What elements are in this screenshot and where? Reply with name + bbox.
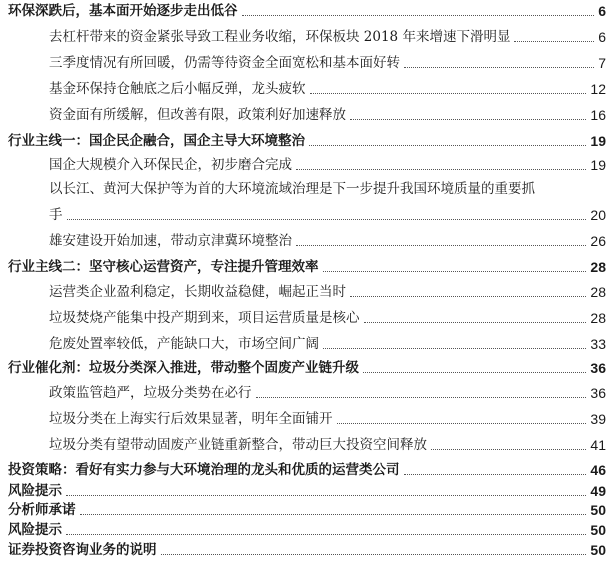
toc-entry-title: 行业催化剂：垃圾分类深入推进，带动整个固废产业链升级 <box>8 360 359 376</box>
toc-entry-title-line1[interactable]: 以长江、黄河大保护等为首的大环境流域治理是下一步提升我国环境质量的重要抓 <box>49 181 535 197</box>
toc-entry[interactable] <box>0 106 616 124</box>
toc-leader-dots <box>364 322 587 323</box>
toc-leader-dots <box>256 397 587 398</box>
toc-entry-page: 12 <box>590 81 606 97</box>
toc-leader-dots <box>309 145 586 146</box>
toc-leader-dots <box>66 495 586 496</box>
toc-entry-title: 雄安建设开始加速，带动京津冀环境整治 <box>49 233 292 249</box>
toc-entry[interactable] <box>0 309 616 327</box>
toc-entry-page: 16 <box>590 107 606 123</box>
toc-entry[interactable] <box>0 335 616 353</box>
toc-entry-page: 19 <box>590 133 606 149</box>
toc-entry[interactable] <box>0 384 616 402</box>
toc-entry[interactable] <box>0 206 616 224</box>
toc-entry-title: 证券投资咨询业务的说明 <box>8 542 157 558</box>
toc-entry[interactable] <box>0 410 616 428</box>
toc-entry-page: 41 <box>590 437 606 453</box>
toc-entry[interactable] <box>0 359 616 377</box>
toc-entry-page: 6 <box>598 29 606 45</box>
toc-entry-title: 行业主线一：国企民企融合，国企主导大环境整治 <box>8 133 305 149</box>
toc-leader-dots <box>242 15 595 16</box>
toc-entry-page: 6 <box>598 3 606 19</box>
toc-leader-dots <box>514 41 594 42</box>
toc-leader-dots <box>404 474 587 475</box>
toc-entry-title: 去杠杆带来的资金紧张导致工程业务收缩，环保板块 2018 年来增速下滑明显 <box>49 29 511 45</box>
toc-entry-page: 28 <box>590 259 606 275</box>
toc-entry-title: 垃圾分类有望带动固废产业链重新整合，带动巨大投资空间释放 <box>49 437 427 453</box>
toc-entry[interactable] <box>0 501 616 519</box>
toc-entry[interactable] <box>0 541 616 559</box>
toc-entry[interactable] <box>0 258 616 276</box>
toc-entry[interactable] <box>0 482 616 500</box>
toc-entry-title: 行业主线二：坚守核心运营资产，专注提升管理效率 <box>8 259 319 275</box>
toc-entry-title: 环保深跌后，基本面开始逐步走出低谷 <box>8 3 238 19</box>
toc-entry[interactable] <box>0 80 616 98</box>
toc-entry-title: 投资策略：看好有实力参与大环境治理的龙头和优质的运营类公司 <box>8 462 400 478</box>
toc-entry-page: 19 <box>590 157 606 173</box>
toc-entry-page: 33 <box>590 336 606 352</box>
toc-leader-dots <box>323 348 586 349</box>
toc-leader-dots <box>404 67 594 68</box>
toc-entry[interactable] <box>0 54 616 72</box>
toc-leader-dots <box>350 119 586 120</box>
toc-entry-page: 36 <box>590 385 606 401</box>
toc-entry[interactable] <box>0 521 616 539</box>
toc-entry-title: 分析师承诺 <box>8 502 76 518</box>
toc-entry[interactable] <box>0 283 616 301</box>
toc-entry-title: 国企大规模介入环保民企，初步磨合完成 <box>49 157 292 173</box>
toc-leader-dots <box>323 271 587 272</box>
toc-entry[interactable] <box>0 461 616 479</box>
toc-entry-page: 28 <box>590 310 606 326</box>
toc-entry-title: 垃圾分类在上海实行后效果显著，明年全面铺开 <box>49 411 333 427</box>
toc-entry[interactable] <box>0 2 616 20</box>
toc-entry[interactable] <box>0 436 616 454</box>
toc-entry-page: 49 <box>590 483 606 499</box>
toc-entry[interactable] <box>0 28 616 46</box>
toc-entry-page: 26 <box>590 233 606 249</box>
toc-entry[interactable] <box>0 156 616 174</box>
toc-entry-title: 风险提示 <box>8 522 62 538</box>
toc-leader-dots <box>67 219 587 220</box>
toc-leader-dots <box>296 245 586 246</box>
toc-entry-title: 政策监管趋严，垃圾分类势在必行 <box>49 385 252 401</box>
toc-entry-page: 39 <box>590 411 606 427</box>
toc-entry-title: 危废处置率较低，产能缺口大，市场空间广阔 <box>49 336 319 352</box>
toc-entry-title: 资金面有所缓解，但改善有限，政策利好加速释放 <box>49 107 346 123</box>
toc-entry-title-line2: 手 <box>49 207 63 223</box>
toc-entry-page: 20 <box>590 207 606 223</box>
toc-leader-dots <box>161 554 587 555</box>
toc-leader-dots <box>363 372 586 373</box>
toc-entry-page: 50 <box>590 542 606 558</box>
toc-leader-dots <box>296 169 586 170</box>
toc-entry-page: 36 <box>590 360 606 376</box>
toc-leader-dots <box>66 534 586 535</box>
toc-leader-dots <box>310 93 587 94</box>
toc-entry-page: 50 <box>590 522 606 538</box>
toc-entry[interactable] <box>0 132 616 150</box>
toc-leader-dots <box>431 449 586 450</box>
toc-entry-page: 50 <box>590 502 606 518</box>
toc-leader-dots <box>350 296 586 297</box>
toc-leader-dots <box>80 514 587 515</box>
toc-entry-page: 28 <box>590 284 606 300</box>
toc-entry-title: 运营类企业盈利稳定，长期收益稳健，崛起正当时 <box>49 284 346 300</box>
toc-leader-dots <box>337 423 587 424</box>
toc-entry[interactable] <box>0 232 616 250</box>
toc-entry-title: 基金环保持仓触底之后小幅反弹，龙头疲软 <box>49 81 306 97</box>
toc-entry-page: 46 <box>590 462 606 478</box>
toc-entry-title: 风险提示 <box>8 483 62 499</box>
toc-entry-title: 垃圾焚烧产能集中投产期到来，项目运营质量是核心 <box>49 310 360 326</box>
toc-entry-title: 三季度情况有所回暖，仍需等待资金全面宽松和基本面好转 <box>49 55 400 71</box>
toc-entry-page: 7 <box>598 55 606 71</box>
